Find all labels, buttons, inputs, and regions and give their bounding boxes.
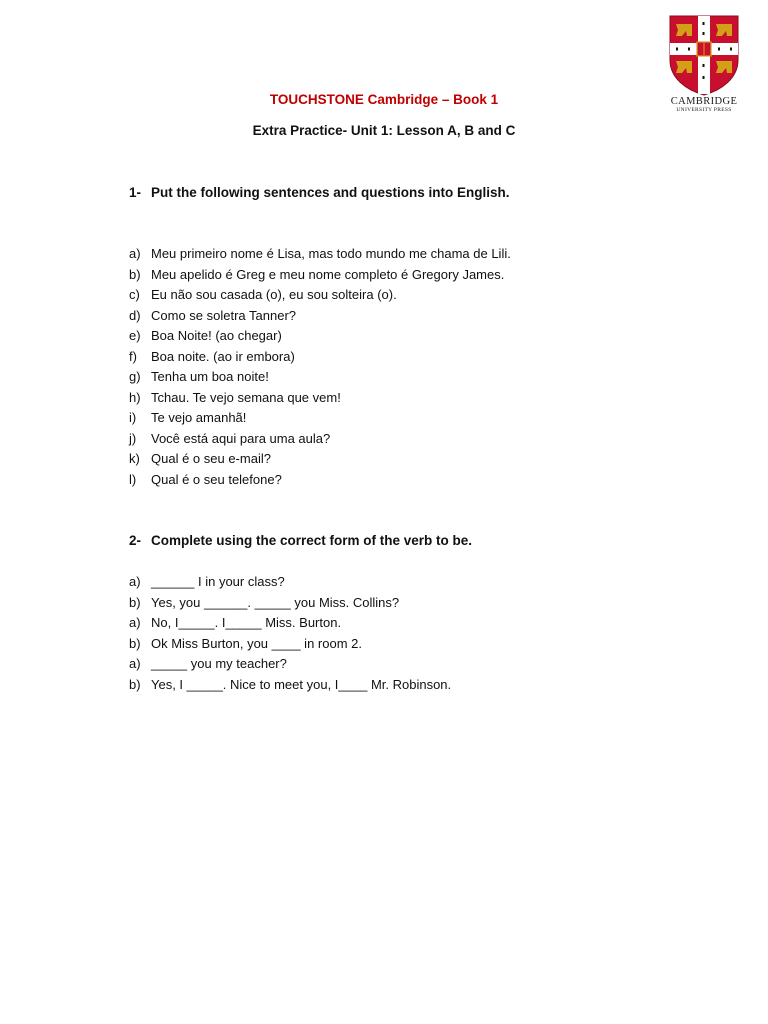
- section2-list: [129, 572, 451, 695]
- item-marker: b): [129, 676, 141, 692]
- section2-number: 2-: [129, 533, 142, 548]
- item-text: Yes, I _____. Nice to meet you, I____ Mr. Robinson.: [151, 676, 452, 692]
- list-item: [129, 613, 451, 634]
- item-text: _____ you my teacher?: [151, 656, 287, 671]
- list-item: [129, 285, 511, 306]
- item-marker: l): [129, 471, 137, 487]
- document-title: TOUCHSTONE Cambridge – Book 1: [269, 92, 499, 107]
- section1-title: Put the following sentences and questions into English.: [151, 185, 510, 200]
- list-item: [129, 449, 511, 470]
- item-text: Qual é o seu telefone?: [151, 471, 282, 487]
- item-text: Meu primeiro nome é Lisa, mas todo mundo me chama de Lili.: [151, 246, 511, 261]
- document-subtitle: Extra Practice- Unit 1: Lesson A, B and C: [252, 123, 516, 138]
- item-text: Qual é o seu e-mail?: [151, 451, 271, 466]
- section1-heading: [129, 185, 510, 200]
- list-item: [129, 654, 451, 675]
- item-text: Tenha um boa noite!: [151, 369, 269, 384]
- list-item: [129, 306, 511, 327]
- list-item: [129, 675, 451, 696]
- item-marker: b): [129, 266, 141, 282]
- item-text: ______ I in your class?: [151, 574, 285, 589]
- list-item: [129, 408, 511, 429]
- item-text: Yes, you ______. _____ you Miss. Collins?: [151, 594, 400, 610]
- list-item: [129, 265, 511, 286]
- item-marker: a): [129, 574, 141, 589]
- item-marker: b): [129, 635, 141, 651]
- section2-title: Complete using the correct form of the verb to be.: [151, 533, 473, 548]
- item-text: Ok Miss Burton, you ____ in room 2.: [151, 635, 362, 651]
- section2-heading: [129, 533, 472, 548]
- item-marker: b): [129, 594, 141, 610]
- item-text: Como se soletra Tanner?: [151, 307, 297, 323]
- list-item: [129, 429, 511, 450]
- item-text: No, I_____. I_____ Miss. Burton.: [151, 615, 342, 630]
- item-text: Boa Noite! (ao chegar): [151, 328, 282, 343]
- item-text: Tchau. Te vejo semana que vem!: [151, 389, 341, 405]
- list-item: [129, 326, 511, 347]
- cambridge-shield-icon: [668, 14, 740, 96]
- item-marker: a): [129, 615, 141, 630]
- item-marker: f): [129, 348, 137, 364]
- item-text: Te vejo amanhã!: [151, 410, 247, 425]
- section1-number: 1-: [129, 185, 142, 200]
- list-item: [129, 367, 511, 388]
- list-item: [129, 347, 511, 368]
- item-text: Você está aqui para uma aula?: [151, 430, 331, 446]
- item-marker: h): [129, 389, 141, 405]
- logo-subtitle: UNIVERSITY PRESS: [676, 107, 732, 113]
- list-item: [129, 593, 451, 614]
- item-text: Meu apelido é Greg e meu nome completo é Gregory James.: [151, 266, 505, 282]
- list-item: [129, 634, 451, 655]
- item-marker: j): [129, 430, 137, 446]
- item-marker: k): [129, 451, 140, 466]
- item-marker: g): [129, 369, 141, 384]
- item-marker: c): [129, 287, 140, 302]
- list-item: [129, 572, 451, 593]
- logo-wordmark: CAMBRIDGE: [670, 96, 738, 107]
- list-item: [129, 470, 511, 491]
- item-text: Boa noite. (ao ir embora): [151, 348, 295, 364]
- item-marker: a): [129, 246, 141, 261]
- item-marker: e): [129, 328, 141, 343]
- item-text: Eu não sou casada (o), eu sou solteira (o).: [151, 287, 397, 302]
- item-marker: a): [129, 656, 141, 671]
- list-item: [129, 244, 511, 265]
- section1-list: [129, 244, 511, 490]
- item-marker: d): [129, 307, 141, 323]
- list-item: [129, 388, 511, 409]
- item-marker: i): [129, 410, 137, 425]
